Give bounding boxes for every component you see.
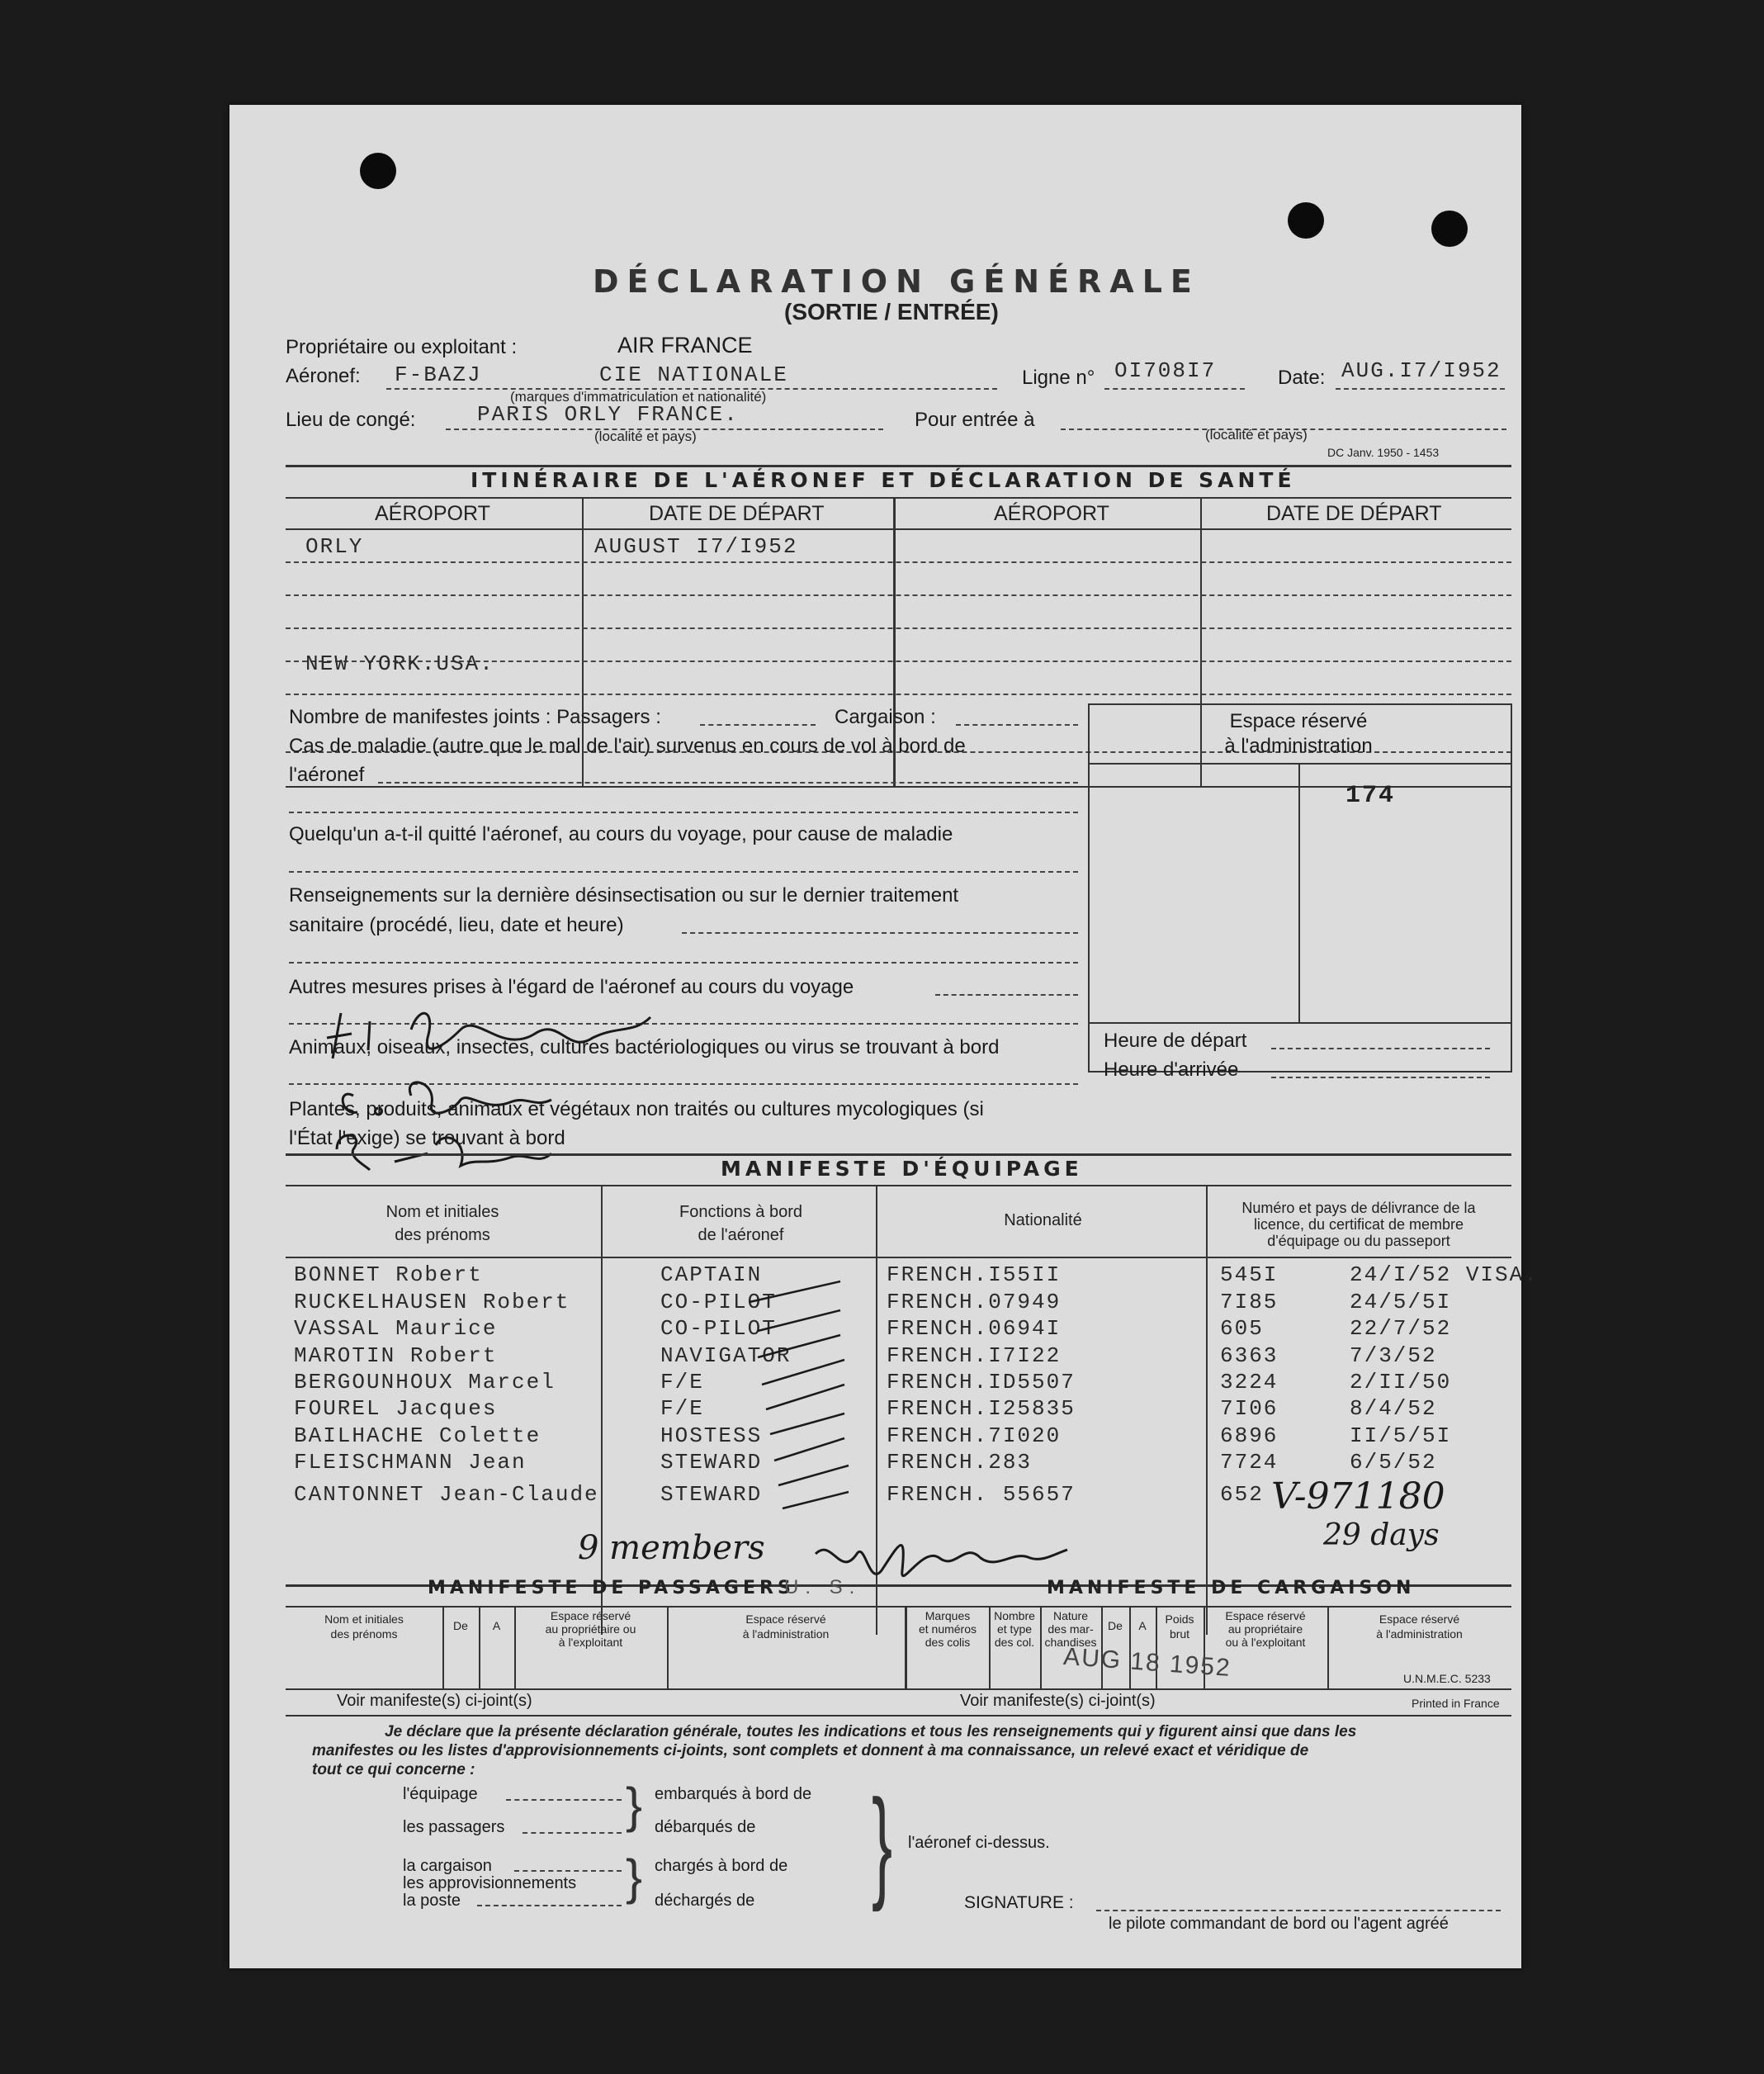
crew-license-date: 24/5/5I xyxy=(1350,1290,1452,1314)
admin-reserved-box xyxy=(1088,703,1512,1073)
cargo-col-marks-2: et numéros xyxy=(918,1622,977,1636)
crew-name: MAROTIN Robert xyxy=(294,1343,498,1368)
crew-col-number: Numéro et pays de délivrance de la xyxy=(1241,1200,1476,1216)
signature-label: SIGNATURE : xyxy=(964,1893,1074,1912)
brace-icon: } xyxy=(626,1778,643,1833)
cargo-col-weight-2: brut xyxy=(1169,1627,1190,1641)
aircraft-company: CIE NATIONALE xyxy=(599,362,788,387)
crew-col-number-3: d'équipage ou du passeport xyxy=(1267,1233,1450,1249)
crew-function: F/E xyxy=(660,1370,704,1395)
locality-note: (localité et pays) xyxy=(594,429,697,444)
pax-col-admin: Espace réservé xyxy=(745,1612,826,1626)
crew-license-date: II/5/5I xyxy=(1350,1423,1452,1448)
crew-license-date: 7/3/52 xyxy=(1350,1343,1437,1368)
decl-supplies-label: les approvisionnements xyxy=(403,1874,577,1892)
crew-name: BONNET Robert xyxy=(294,1262,483,1287)
crew-col-nationality: Nationalité xyxy=(1004,1211,1082,1229)
declaration-sheet xyxy=(229,105,1539,1968)
other-measures-question: Autres mesures prises à l'égard de l'aéronef au cours du voyage xyxy=(289,976,854,998)
col-departure-date: DATE DE DÉPART xyxy=(649,502,825,525)
decl-passengers-label: les passagers xyxy=(403,1818,505,1836)
crew-name: FOUREL Jacques xyxy=(294,1396,498,1421)
owner-label: Propriétaire ou exploitant : xyxy=(286,336,518,358)
page-title: DÉCLARATION GÉNÉRALE xyxy=(593,263,1200,300)
pax-col-to: A xyxy=(492,1619,501,1632)
line-number-label: Ligne n° xyxy=(1022,367,1095,389)
decl-embarked: embarqués à bord de xyxy=(655,1785,812,1803)
animals-question: Animaux, oiseaux, insectes, cultures bactériologiques ou virus se trouvant à bord xyxy=(289,1036,1000,1058)
crew-nationality: FRENCH.I7I22 xyxy=(887,1343,1062,1368)
cargo-col-to: A xyxy=(1138,1619,1147,1632)
disinsection-question: Renseignements sur la dernière désinsectisation ou sur le dernier traitement xyxy=(289,884,959,907)
crew-col-name: Nom et initiales xyxy=(385,1203,499,1221)
crew-license-date: 22/7/52 xyxy=(1350,1316,1452,1341)
cargo-col-admin: Espace réservé xyxy=(1379,1612,1460,1626)
decl-disembarked: débarqués de xyxy=(655,1818,756,1836)
clearance-place-label: Lieu de congé: xyxy=(286,409,416,431)
crew-col-function: Fonctions à bord xyxy=(679,1203,802,1221)
crew-license-number: 7I85 xyxy=(1220,1290,1279,1314)
signatory-caption: le pilote commandant de bord ou l'agent agréé xyxy=(1109,1915,1449,1933)
illness-question: Cas de maladie (autre que le mal de l'air) survenus en cours de vol à bord de xyxy=(289,735,966,757)
crew-function: CO-PILOT xyxy=(660,1290,777,1314)
pax-col-name-2: des prénoms xyxy=(330,1627,398,1641)
handwritten-initials xyxy=(320,997,667,1186)
check-marks xyxy=(725,1244,972,1517)
crew-nationality: FRENCH.283 xyxy=(887,1450,1033,1475)
disembark-illness-question: Quelqu'un a-t-il quitté l'aéronef, au cours du voyage, pour cause de maladie xyxy=(289,823,953,845)
stamp-date: AUG 18 1952 xyxy=(1062,1642,1232,1683)
cargo-col-nature-3: chandises xyxy=(1044,1636,1097,1649)
clearance-place-value: PARIS ORLY FRANCE. xyxy=(477,402,739,427)
plants-question-2: l'État l'exige) se trouvant à bord xyxy=(289,1127,565,1149)
pax-see-attached: Voir manifeste(s) ci-joint(s) xyxy=(337,1692,532,1710)
handwritten-visa-code: V-971180 xyxy=(1271,1475,1445,1518)
brace-icon: } xyxy=(626,1849,643,1905)
crew-license-date: 8/4/52 xyxy=(1350,1396,1437,1421)
aircraft-registration: F-BAZJ xyxy=(395,362,482,387)
manifests-cargo-label: Cargaison : xyxy=(835,706,936,728)
crew-function: STEWARD xyxy=(660,1450,763,1475)
admin-number: 174 xyxy=(1345,782,1396,810)
admin-box-title: Espace réservé xyxy=(1229,710,1368,732)
itinerary-heading: ITINÉRAIRE DE L'AÉRONEF ET DÉCLARATION DE SANTÉ xyxy=(471,468,1296,492)
pax-col-from: De xyxy=(453,1619,468,1632)
crew-nationality: FRENCH.ID5507 xyxy=(887,1370,1076,1395)
decl-unloaded: déchargés de xyxy=(655,1892,755,1910)
col-departure-date-2: DATE DE DÉPART xyxy=(1266,502,1442,525)
crew-nationality: FRENCH.0694I xyxy=(887,1316,1062,1341)
crew-function: NAVIGATOR xyxy=(660,1343,792,1368)
crew-name: BERGOUNHOUX Marcel xyxy=(294,1370,556,1395)
cargo-col-nature: Nature xyxy=(1052,1609,1089,1622)
declaration-line-3: tout ce qui concerne : xyxy=(312,1761,475,1778)
form-reference: DC Janv. 1950 - 1453 xyxy=(1327,446,1440,459)
crew-nationality: FRENCH.07949 xyxy=(887,1290,1062,1314)
date-value: AUG.I7/I952 xyxy=(1341,358,1502,383)
decl-crew-label: l'équipage xyxy=(403,1785,478,1803)
cargo-col-owner-3: ou à l'exploitant xyxy=(1225,1636,1306,1649)
cargo-col-count: Nombre xyxy=(994,1609,1035,1622)
cargo-col-admin-2: à l'administration xyxy=(1376,1627,1463,1641)
punch-hole xyxy=(1431,211,1468,247)
pax-col-owner-2: au propriétaire ou xyxy=(545,1622,636,1636)
itinerary-airport-1: ORLY xyxy=(305,534,364,559)
crew-function: CO-PILOT xyxy=(660,1316,777,1341)
entry-label: Pour entrée à xyxy=(915,409,1035,431)
crew-license-date: 2/II/50 xyxy=(1350,1370,1452,1395)
itinerary-date-1: AUGUST I7/I952 xyxy=(594,534,798,559)
locality-note-2: (localité et pays) xyxy=(1205,427,1308,443)
pax-col-name: Nom et initiales xyxy=(324,1612,404,1626)
line-number-value: OI708I7 xyxy=(1114,358,1217,383)
cargo-heading: MANIFESTE DE CARGAISON xyxy=(1047,1578,1416,1598)
cargo-col-nature-2: des mar- xyxy=(1048,1622,1094,1636)
punch-hole xyxy=(1288,202,1324,239)
crew-license-number: 7I06 xyxy=(1220,1396,1279,1421)
pax-col-admin-2: à l'administration xyxy=(742,1627,830,1641)
aircraft-label: Aéronef: xyxy=(286,365,361,387)
crew-col-number-2: licence, du certificat de membre xyxy=(1253,1216,1464,1233)
crew-license-number: 545I xyxy=(1220,1262,1279,1287)
crew-name: RUCKELHAUSEN Robert xyxy=(294,1290,570,1314)
col-airport-2: AÉROPORT xyxy=(994,502,1109,525)
owner-value: AIR FRANCE xyxy=(617,333,753,358)
cargo-col-marks: Marques xyxy=(925,1609,971,1622)
declaration-line-2: manifestes ou les listes d'approvisionnements ci-joints, sont complets et donnent à ma connaissance, un relevé exact et véridique de xyxy=(312,1742,1309,1759)
crew-col-name-2: des prénoms xyxy=(395,1226,490,1244)
registration-note: (marques d'immatriculation et nationalité) xyxy=(510,389,767,405)
arrival-time-label: Heure d'arrivée xyxy=(1104,1058,1239,1081)
crew-name: FLEISCHMANN Jean xyxy=(294,1450,527,1475)
stamp-us: U. S. xyxy=(784,1576,862,1598)
big-brace-icon: } xyxy=(872,1773,893,1912)
cargo-col-from: De xyxy=(1108,1619,1123,1632)
crew-col-function-2: de l'aéronef xyxy=(698,1226,784,1244)
itinerary-airport-2: NEW YORK.USA. xyxy=(305,651,494,676)
cargo-col-count-3: des col. xyxy=(994,1636,1035,1649)
cargo-col-marks-3: des colis xyxy=(925,1636,971,1649)
crew-heading: MANIFESTE D'ÉQUIPAGE xyxy=(721,1157,1083,1181)
decl-aircraft: l'aéronef ci-dessus. xyxy=(908,1834,1050,1852)
plants-question: Plantes, produits, animaux et végétaux non traités ou cultures mycologiques (si xyxy=(289,1098,984,1120)
crew-function: HOSTESS xyxy=(660,1423,763,1448)
crew-license-number: 3224 xyxy=(1220,1370,1279,1395)
cargo-see-attached: Voir manifeste(s) ci-joint(s) xyxy=(960,1692,1156,1710)
passengers-heading: MANIFESTE DE PASSAGERS xyxy=(428,1578,795,1598)
printed-in-france: Printed in France xyxy=(1412,1697,1500,1710)
departure-time-label: Heure de départ xyxy=(1104,1030,1247,1052)
form-code: U.N.M.E.C. 5233 xyxy=(1403,1672,1491,1685)
crew-license-number: 7724 xyxy=(1220,1450,1279,1475)
crew-nationality: FRENCH.I25835 xyxy=(887,1396,1076,1421)
cargo-col-weight: Poids xyxy=(1165,1612,1194,1626)
crew-license-number: 605 xyxy=(1220,1316,1264,1341)
crew-license-number: 6896 xyxy=(1220,1423,1279,1448)
crew-license-number: 6363 xyxy=(1220,1343,1279,1368)
handwritten-member-count: 9 members xyxy=(578,1529,765,1567)
crew-nationality: FRENCH.7I020 xyxy=(887,1423,1062,1448)
crew-name: CANTONNET Jean-Claude xyxy=(294,1482,599,1507)
crew-nationality: FRENCH. 55657 xyxy=(887,1482,1076,1507)
admin-box-title-2: à l'administration xyxy=(1224,735,1373,757)
page-subtitle: (SORTIE / ENTRÉE) xyxy=(784,299,999,324)
crew-license-number: 652 xyxy=(1220,1482,1264,1507)
declaration-line-1: Je déclare que la présente déclaration générale, toutes les indications et tous les renseignements qui y figurent ainsi que dans les xyxy=(385,1723,1357,1740)
decl-loaded: chargés à bord de xyxy=(655,1857,788,1875)
cargo-col-owner: Espace réservé xyxy=(1225,1609,1306,1622)
cargo-col-count-2: et type xyxy=(996,1622,1033,1636)
illness-question-2: l'aéronef xyxy=(289,764,365,786)
crew-function: F/E xyxy=(660,1396,704,1421)
crew-nationality: FRENCH.I55II xyxy=(887,1262,1062,1287)
crew-name: VASSAL Maurice xyxy=(294,1316,498,1341)
date-label: Date: xyxy=(1278,367,1326,389)
manifests-passengers-label: Nombre de manifestes joints : Passagers : xyxy=(289,706,661,728)
crew-function: CAPTAIN xyxy=(660,1262,763,1287)
crew-license-date: 6/5/52 xyxy=(1350,1450,1437,1475)
disinsection-question-2: sanitaire (procédé, lieu, date et heure) xyxy=(289,914,624,936)
punch-hole xyxy=(360,153,396,189)
decl-cargo-label: la cargaison xyxy=(403,1857,492,1875)
crew-license-date: 24/I/52 VISA. xyxy=(1350,1262,1539,1287)
pax-col-owner-3: à l'exploitant xyxy=(558,1636,623,1649)
handwritten-days: 29 days xyxy=(1323,1518,1440,1552)
pax-col-owner: Espace réservé xyxy=(550,1609,631,1622)
cargo-col-owner-2: au propriétaire xyxy=(1227,1622,1303,1636)
crew-function: STEWARD xyxy=(660,1482,763,1507)
decl-mail-label: la poste xyxy=(403,1892,461,1910)
crew-name: BAILHACHE Colette xyxy=(294,1423,541,1448)
col-airport: AÉROPORT xyxy=(375,502,490,525)
